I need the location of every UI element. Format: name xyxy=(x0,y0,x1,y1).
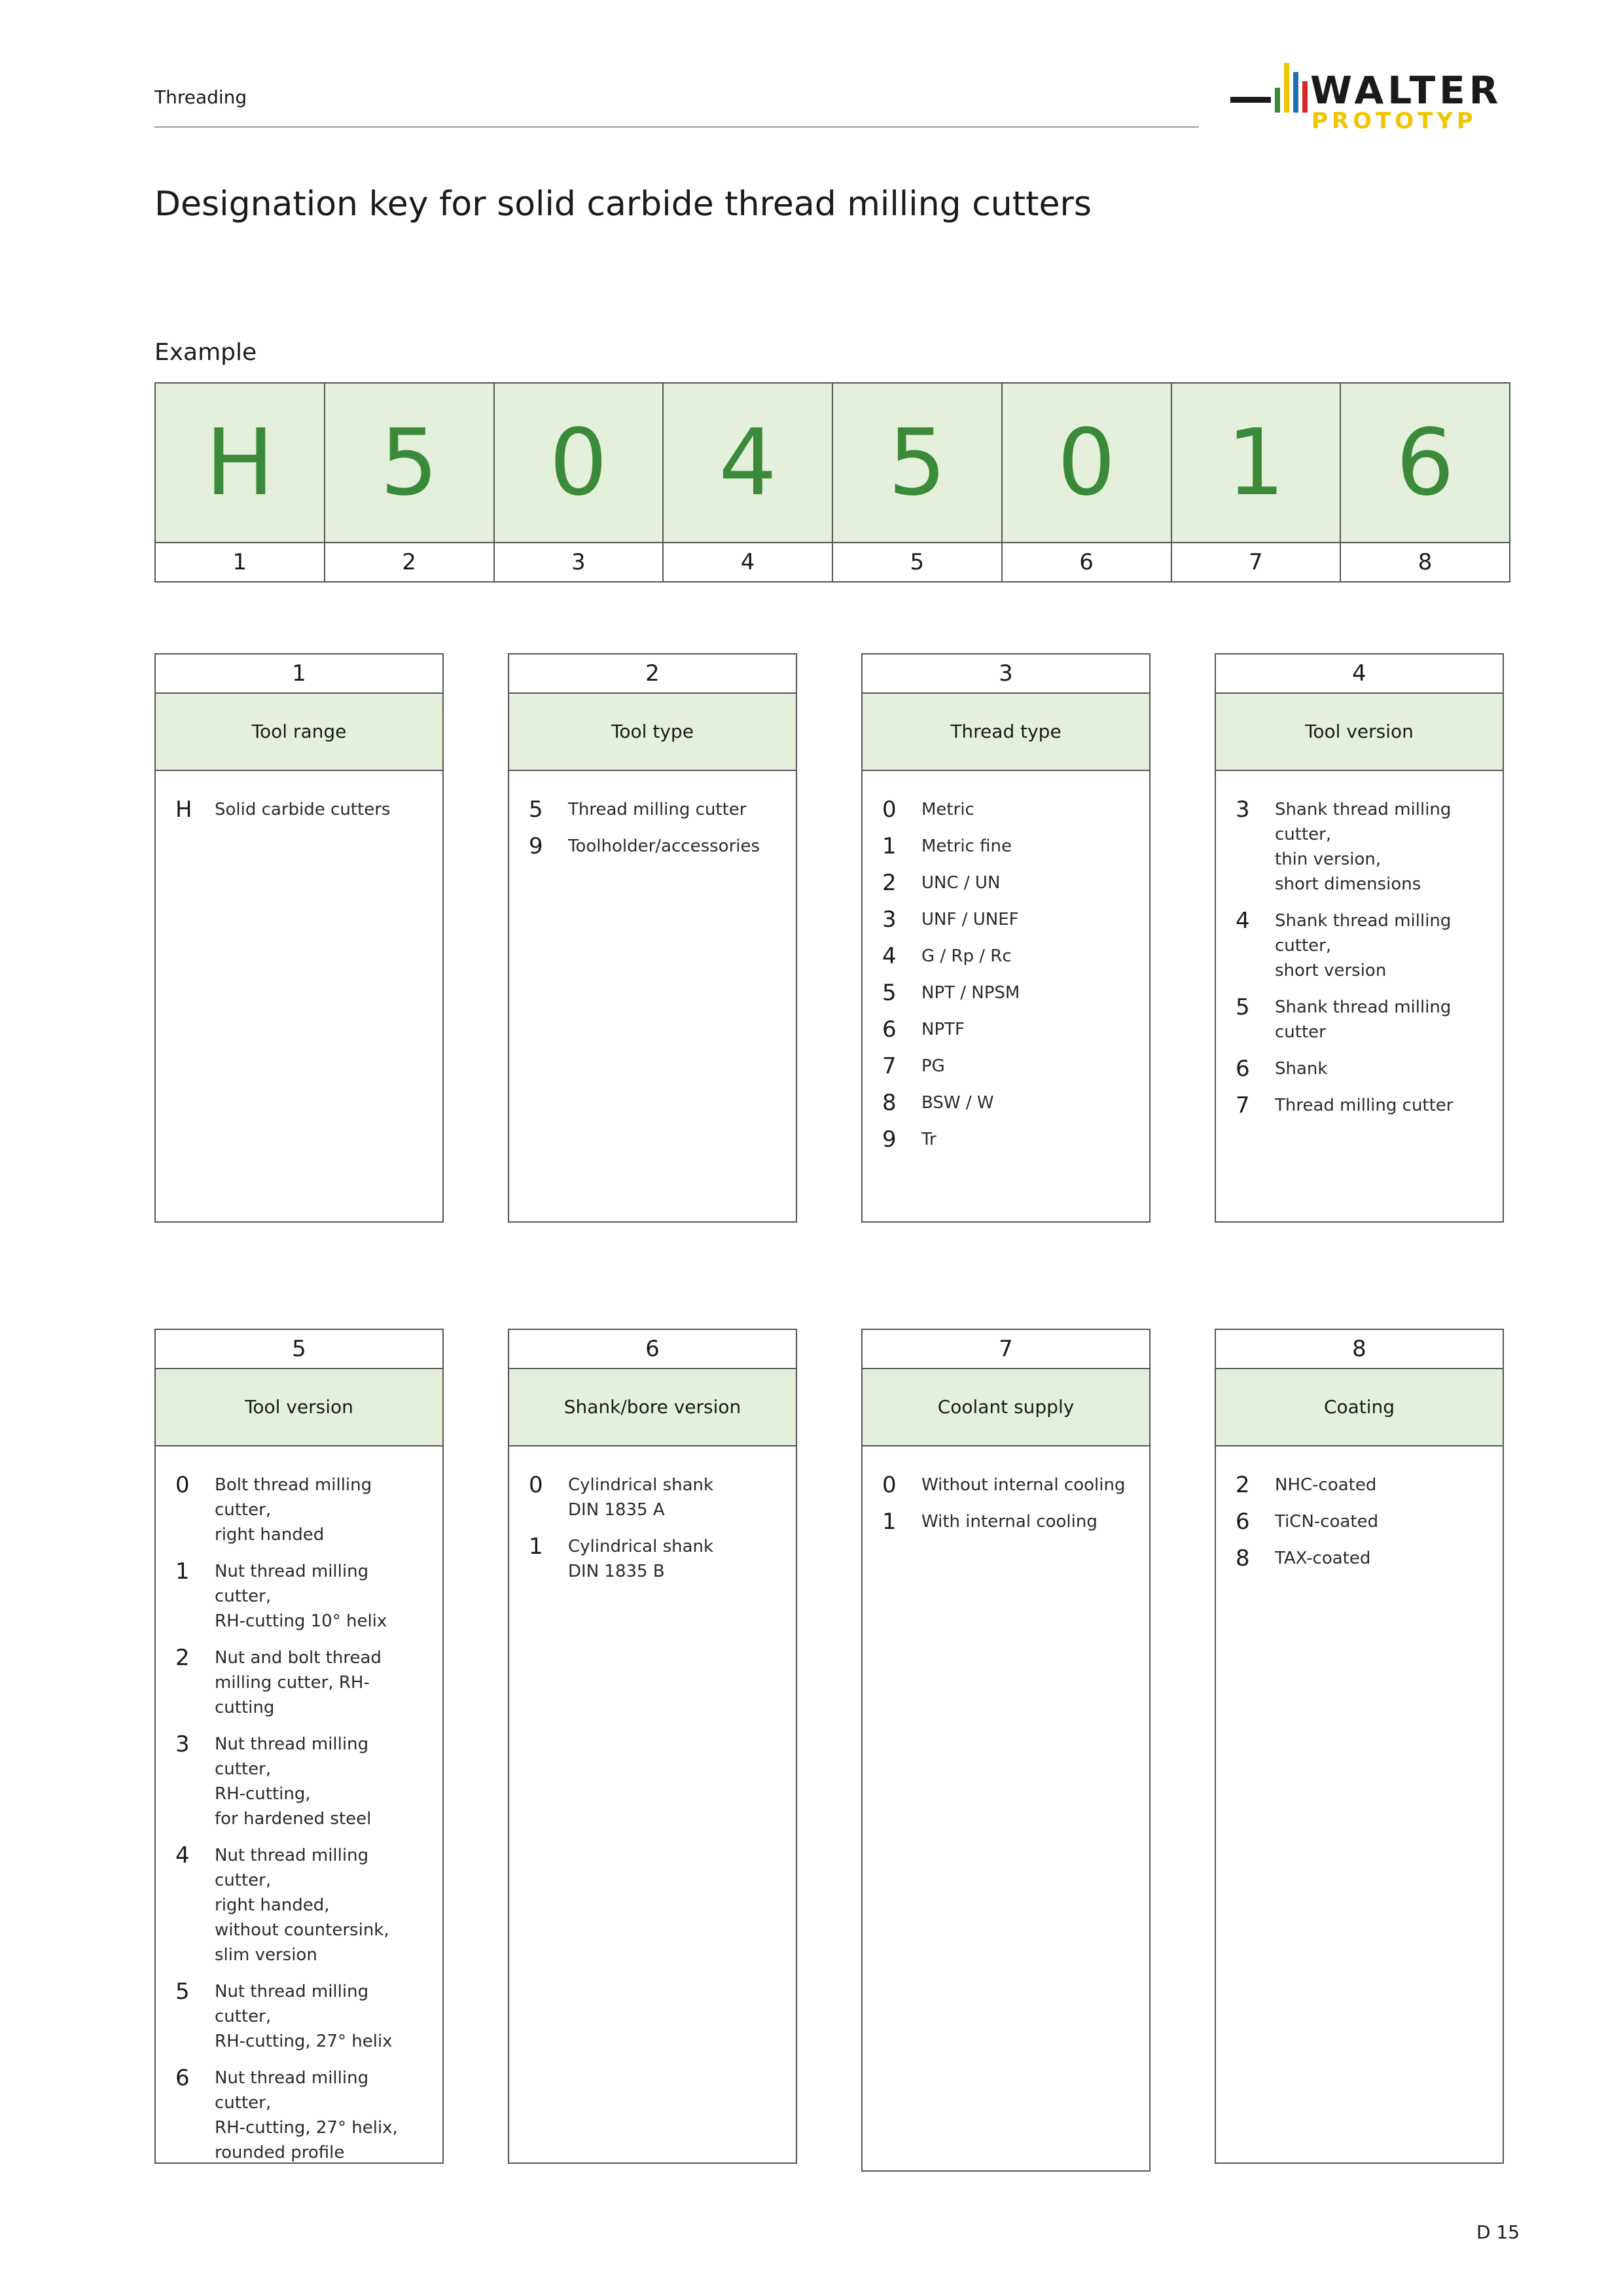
key-box-heading: Coolant supply xyxy=(863,1369,1149,1446)
key-description: Metric xyxy=(921,800,974,819)
key-description: Nut thread milling cutter, RH-cutting, for hardened steel xyxy=(215,1734,372,1829)
key-code: 6 xyxy=(882,1016,897,1043)
example-char: 5 xyxy=(325,383,494,543)
key-item xyxy=(1236,908,1487,983)
key-item xyxy=(882,797,1133,822)
key-box-number: 8 xyxy=(1216,1330,1503,1369)
key-box-heading: Tool type xyxy=(509,694,796,771)
key-item xyxy=(529,1534,780,1584)
key-code: 1 xyxy=(882,833,897,859)
key-description: NPT / NPSM xyxy=(921,983,1020,1003)
key-box-heading: Tool version xyxy=(156,1369,442,1446)
key-code: 5 xyxy=(175,1979,190,2005)
key-code: 3 xyxy=(882,906,897,933)
key-item xyxy=(175,1559,427,1634)
key-code: 0 xyxy=(882,797,897,823)
key-item xyxy=(529,797,780,822)
key-item xyxy=(1236,797,1487,897)
key-code: 3 xyxy=(1236,797,1250,823)
key-item xyxy=(175,1979,427,2054)
key-description: Metric fine xyxy=(921,836,1012,856)
key-item xyxy=(882,944,1133,969)
header-divider xyxy=(154,126,1199,128)
key-description: Thread milling cutter xyxy=(568,800,747,819)
key-item xyxy=(175,2066,427,2165)
key-description: Toolholder/accessories xyxy=(568,836,760,856)
key-box-heading: Tool version xyxy=(1216,694,1503,771)
example-table xyxy=(154,382,1510,583)
key-item xyxy=(175,1843,427,1967)
key-item xyxy=(882,1090,1133,1115)
key-box-coolant-supply xyxy=(861,1329,1150,2172)
example-position: 4 xyxy=(663,543,832,582)
key-code: 0 xyxy=(175,1472,190,1498)
key-box-tool-range xyxy=(154,653,444,1223)
key-box-number: 2 xyxy=(509,655,796,694)
key-box-number: 5 xyxy=(156,1330,442,1369)
key-code: 3 xyxy=(175,1731,190,1757)
example-position: 3 xyxy=(494,543,664,582)
key-code: 4 xyxy=(1236,908,1250,934)
key-code: 0 xyxy=(529,1472,543,1498)
example-char-row xyxy=(155,383,1510,543)
logo-sub-text: PROTOTYP xyxy=(1311,108,1477,134)
logo-mark xyxy=(1230,58,1518,136)
key-box-items xyxy=(1216,771,1503,1118)
key-description: G / Rp / Rc xyxy=(921,946,1012,966)
key-item xyxy=(1236,1473,1487,1498)
key-code: 5 xyxy=(1236,994,1250,1020)
key-description: Nut thread milling cutter, RH-cutting 10° helix xyxy=(215,1562,387,1631)
key-description: NHC-coated xyxy=(1275,1475,1377,1495)
example-char: 6 xyxy=(1340,383,1510,543)
key-item xyxy=(882,1054,1133,1079)
key-box-items xyxy=(509,1446,796,1584)
key-description: UNF / UNEF xyxy=(921,910,1019,929)
key-description: Shank thread milling cutter xyxy=(1275,997,1452,1042)
key-box-items xyxy=(1216,1446,1503,1571)
key-box-number: 6 xyxy=(509,1330,796,1369)
key-description: Nut thread milling cutter, RH-cutting, 27° helix, rounded profile xyxy=(215,2068,398,2162)
key-description: Shank thread milling cutter, thin version, short dimensions xyxy=(1275,800,1452,894)
example-position: 1 xyxy=(155,543,325,582)
key-item xyxy=(882,907,1133,932)
key-code: 1 xyxy=(882,1509,897,1535)
key-code: 6 xyxy=(175,2065,190,2091)
key-description: Cylindrical shank DIN 1835 A xyxy=(568,1475,714,1520)
key-item xyxy=(175,1732,427,1831)
example-position: 8 xyxy=(1340,543,1510,582)
key-description: Thread milling cutter xyxy=(1275,1096,1454,1115)
key-item xyxy=(1236,1509,1487,1534)
key-code: 0 xyxy=(882,1472,897,1498)
example-char: 1 xyxy=(1171,383,1341,543)
example-char: 4 xyxy=(663,383,832,543)
key-code: 6 xyxy=(1236,1056,1250,1082)
key-description: Solid carbide cutters xyxy=(215,800,391,819)
key-box-items xyxy=(863,1446,1149,1534)
key-item xyxy=(175,797,427,822)
key-code: 9 xyxy=(882,1126,897,1153)
section-label: Threading xyxy=(154,86,247,108)
example-position: 2 xyxy=(325,543,494,582)
page-number: D 15 xyxy=(1476,2221,1520,2243)
key-description: Nut and bolt thread milling cutter, RH-cutting xyxy=(215,1648,382,1717)
example-char: 0 xyxy=(494,383,664,543)
example-char: 5 xyxy=(832,383,1002,543)
key-item xyxy=(882,980,1133,1005)
key-description: Nut thread milling cutter, RH-cutting, 27° helix xyxy=(215,1982,393,2051)
key-code: 5 xyxy=(882,980,897,1006)
key-box-number: 7 xyxy=(863,1330,1149,1369)
key-code: 7 xyxy=(1236,1092,1250,1119)
key-code: 7 xyxy=(882,1053,897,1079)
key-item xyxy=(175,1645,427,1720)
key-code: H xyxy=(175,797,192,823)
key-box-thread-type xyxy=(861,653,1150,1223)
key-description: PG xyxy=(921,1056,945,1076)
key-code: 1 xyxy=(175,1558,190,1585)
key-description: With internal cooling xyxy=(921,1512,1097,1532)
key-item xyxy=(1236,1093,1487,1118)
key-item xyxy=(882,1473,1133,1498)
key-box-items xyxy=(509,771,796,859)
key-box-heading: Coating xyxy=(1216,1369,1503,1446)
example-position: 6 xyxy=(1002,543,1171,582)
key-item xyxy=(882,1127,1133,1152)
key-code: 9 xyxy=(529,833,543,859)
key-description: TiCN-coated xyxy=(1275,1512,1379,1532)
example-label: Example xyxy=(154,339,257,366)
key-box-number: 1 xyxy=(156,655,442,694)
key-code: 4 xyxy=(882,943,897,969)
key-code: 4 xyxy=(175,1842,190,1869)
key-box-tool-type xyxy=(508,653,797,1223)
key-description: Tr xyxy=(921,1130,936,1149)
key-item xyxy=(1236,1546,1487,1571)
key-item xyxy=(882,1509,1133,1534)
key-box-items xyxy=(863,771,1149,1152)
key-box-number: 3 xyxy=(863,655,1149,694)
example-position-row xyxy=(155,543,1510,582)
key-box-tool-version xyxy=(1215,653,1504,1223)
key-code: 6 xyxy=(1236,1509,1250,1535)
key-item xyxy=(882,834,1133,859)
key-box-shank-bore-version xyxy=(508,1329,797,2164)
key-description: Shank xyxy=(1275,1059,1328,1079)
key-description: TAX-coated xyxy=(1275,1549,1371,1568)
key-code: 1 xyxy=(529,1534,543,1560)
logo-brand-text: WALTER xyxy=(1310,68,1503,113)
page-title: Designation key for solid carbide thread milling cutters xyxy=(154,185,1092,224)
key-code: 2 xyxy=(175,1645,190,1671)
example-char: 0 xyxy=(1002,383,1171,543)
key-box-tool-version-2 xyxy=(154,1329,444,2164)
key-description: Cylindrical shank DIN 1835 B xyxy=(568,1537,714,1581)
key-code: 2 xyxy=(1236,1472,1250,1498)
key-description: Nut thread milling cutter, right handed, without countersink, slim version xyxy=(215,1846,389,1965)
key-box-heading: Thread type xyxy=(863,694,1149,771)
key-box-items xyxy=(156,771,442,822)
key-description: UNC / UN xyxy=(921,873,1001,893)
key-box-heading: Shank/bore version xyxy=(509,1369,796,1446)
key-description: Without internal cooling xyxy=(921,1475,1126,1495)
key-box-items xyxy=(156,1446,442,2165)
key-item xyxy=(529,834,780,859)
example-position: 7 xyxy=(1171,543,1341,582)
key-item xyxy=(175,1473,427,1547)
example-position: 5 xyxy=(832,543,1002,582)
key-item xyxy=(882,1017,1133,1042)
key-description: Bolt thread milling cutter, right handed xyxy=(215,1475,372,1545)
key-code: 8 xyxy=(1236,1545,1250,1571)
key-item xyxy=(529,1473,780,1522)
key-item xyxy=(1236,1056,1487,1081)
key-code: 2 xyxy=(882,870,897,896)
key-box-coating xyxy=(1215,1329,1504,2164)
example-char: H xyxy=(155,383,325,543)
walter-prototyp-logo xyxy=(1230,58,1518,136)
key-description: Shank thread milling cutter, short version xyxy=(1275,911,1452,980)
key-box-number: 4 xyxy=(1216,655,1503,694)
key-code: 5 xyxy=(529,797,543,823)
key-description: NPTF xyxy=(921,1020,965,1039)
key-item xyxy=(1236,995,1487,1045)
key-code: 8 xyxy=(882,1090,897,1116)
key-description: BSW / W xyxy=(921,1093,994,1113)
key-item xyxy=(882,870,1133,895)
key-box-heading: Tool range xyxy=(156,694,442,771)
